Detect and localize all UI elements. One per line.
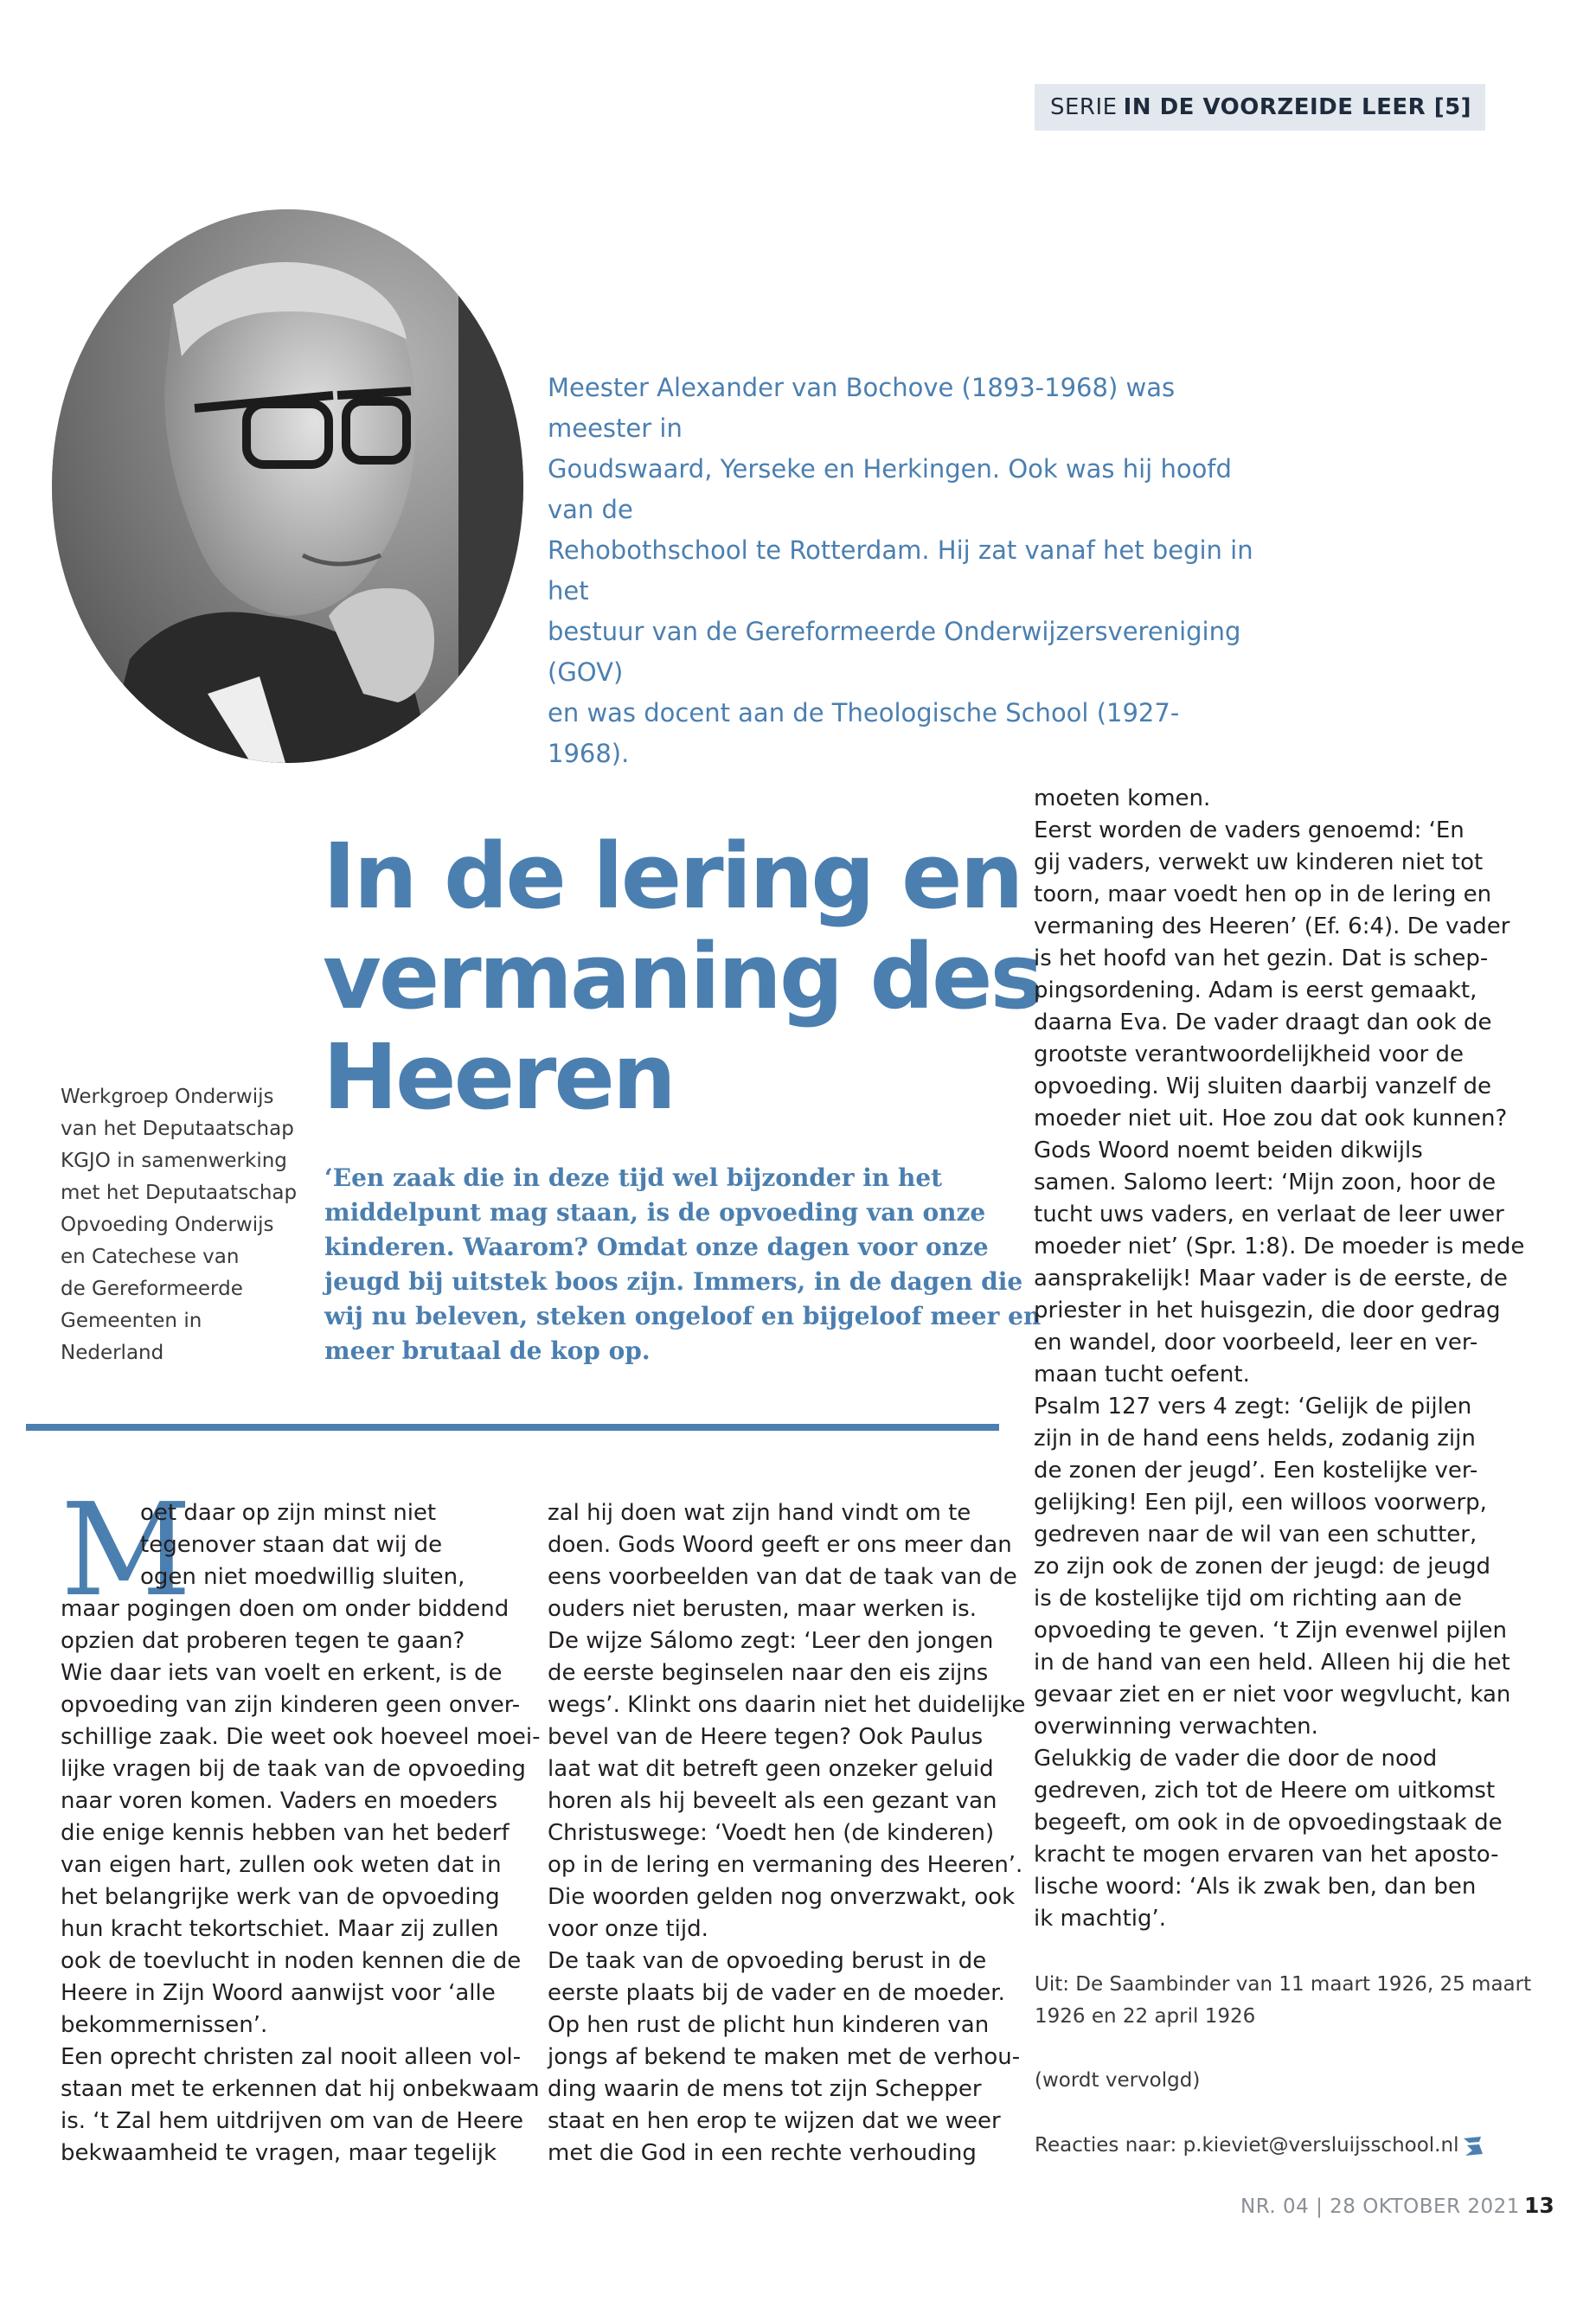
continued-note — [1035, 2065, 1200, 2097]
body-line: jongs af bekend te maken met de verhou- — [548, 2044, 1021, 2070]
body-line: oet daar op zijn minst niet — [140, 1500, 437, 1526]
body-line: daarna Eva. De vader draagt dan ook de — [1034, 1009, 1492, 1035]
portrait-illustration — [52, 209, 523, 763]
body-line: Eerst worden de vaders genoemd: ‘En — [1034, 817, 1465, 843]
body-line: is. ‘t Zal hem uitdrijven om van de Heere — [61, 2108, 523, 2134]
body-line: ik machtig’. — [1034, 1906, 1167, 1932]
author-intro — [548, 368, 1257, 774]
headline-line: vermaning des — [323, 924, 1042, 1029]
body-line: de eerste beginselen naar den eis zijns — [548, 1660, 989, 1686]
lead-line: ‘Een zaak die in deze tijd wel bijzonder in het — [324, 1163, 943, 1192]
body-line: Gelukkig de vader die door de nood — [1034, 1746, 1438, 1772]
body-line: grootste verantwoordelijkheid voor de — [1034, 1042, 1464, 1067]
body-line: Die woorden gelden nog onverzwakt, ook — [548, 1884, 1016, 1910]
body-line: Psalm 127 vers 4 zegt: ‘Gelijk de pijlen — [1034, 1394, 1472, 1420]
credit-line: KGJO in samenwerking — [61, 1150, 287, 1172]
series-banner — [1035, 84, 1485, 131]
body-line: doen. Gods Woord geeft er ons meer dan — [548, 1532, 1012, 1558]
body-line: zo zijn ook de zonen der jeugd: de jeugd — [1034, 1554, 1490, 1580]
credit-line: en Catechese van — [61, 1246, 240, 1268]
credit-line: met het Deputaatschap — [61, 1182, 298, 1204]
body-line: gelijking! Een pijl, een willoos voorwerp, — [1034, 1490, 1487, 1516]
portrait-photo — [52, 209, 523, 763]
body-line: horen als hij beveelt als een gezant van — [548, 1788, 997, 1814]
body-line: ding waarin de mens tot zijn Schepper — [548, 2076, 982, 2102]
body-line: tucht uws vaders, en verlaat de leer uwer — [1034, 1202, 1504, 1227]
body-line: opvoeding te geven. ‘t Zijn evenwel pijlen — [1034, 1618, 1508, 1644]
body-line: laat wat dit betreft geen onzeker geluid — [548, 1756, 994, 1782]
source-line: Uit: De Saambinder van 11 maart 1926, 25 maart — [1035, 1973, 1532, 1996]
body-line: Heere in Zijn Woord aanwijst voor ‘alle — [61, 1980, 496, 2006]
intro-line: Meester Alexander van Bochove (1893-1968) was meester in — [548, 373, 1176, 443]
credit-line: Gemeenten in — [61, 1310, 202, 1332]
page-number: 13 — [1524, 2193, 1554, 2218]
headline-line: In de lering en — [323, 824, 1022, 929]
body-line: De wijze Sálomo zegt: ‘Leer den jongen — [548, 1628, 994, 1654]
body-line: hun kracht tekortschiet. Maar zij zullen — [61, 1916, 499, 1942]
body-line: lijke vragen bij de taak van de opvoeding — [61, 1756, 526, 1782]
body-line: vermaning des Heeren’ (Ef. 6:4). De vader — [1034, 913, 1510, 939]
body-line: opvoeding. Wij sluiten daarbij vanzelf de — [1034, 1074, 1492, 1099]
body-line: Een oprecht christen zal nooit alleen vol- — [61, 2044, 522, 2070]
drop-cap: M — [61, 1476, 192, 1625]
continued-text: (wordt vervolgd) — [1035, 2069, 1201, 2092]
body-line: staat en hen erop te wijzen dat we weer — [548, 2108, 1001, 2134]
credit-line: Opvoeding Onderwijs — [61, 1214, 274, 1236]
series-label: SERIE — [1050, 94, 1118, 120]
body-line: Wie daar iets van voelt en erkent, is de — [61, 1660, 503, 1686]
body-line: toorn, maar voedt hen op in de lering en — [1034, 881, 1492, 907]
headline-line: Heeren — [323, 1024, 674, 1130]
credit-line: van het Deputaatschap — [61, 1118, 294, 1140]
body-line: samen. Salomo leert: ‘Mijn zoon, hoor de — [1034, 1170, 1497, 1195]
credit-line: Werkgroep Onderwijs — [61, 1086, 274, 1108]
body-line: op in de lering en vermaning des Heeren’. — [548, 1852, 1023, 1878]
body-line: Op hen rust de plicht hun kinderen van — [548, 2012, 990, 2038]
body-line: De taak van de opvoeding berust in de — [548, 1948, 987, 1974]
body-line: priester in het huisgezin, die door gedrag — [1034, 1298, 1501, 1324]
reactions-text: Reacties naar: p.kieviet@versluijsschool.nl — [1035, 2134, 1459, 2157]
credit-line: Nederland — [61, 1342, 164, 1364]
body-line: kracht te mogen ervaren van het aposto- — [1034, 1842, 1499, 1868]
body-line: ouders niet berusten, maar werken is. — [548, 1596, 977, 1622]
body-line: opzien dat proberen tegen te gaan? — [61, 1628, 465, 1654]
body-line: Christuswege: ‘Voedt hen (de kinderen) — [548, 1820, 995, 1846]
lead-line: kinderen. Waarom? Omdat onze dagen voor onze — [324, 1233, 989, 1261]
issue-info: NR. 04 | 28 OKTOBER 2021 — [1240, 2195, 1520, 2218]
body-line: Gods Woord noemt beiden dikwijls — [1034, 1138, 1423, 1163]
body-column-2 — [548, 1497, 1026, 2170]
intro-line: Rehobothschool te Rotterdam. Hij zat vanaf het begin in het — [548, 535, 1253, 606]
body-line: gedreven naar de wil van een schutter, — [1034, 1522, 1477, 1548]
body-line: pingsordening. Adam is eerst gemaakt, — [1034, 977, 1477, 1003]
lead-line: wij nu beleven, steken ongeloof en bijgeloof meer en — [324, 1302, 1042, 1330]
section-divider — [26, 1424, 999, 1431]
article-headline — [323, 824, 1042, 1130]
lead-line: jeugd bij uitstek boos zijn. Immers, in de dagen die — [324, 1267, 1023, 1296]
body-line: maan tucht oefent. — [1034, 1362, 1250, 1388]
body-line: staan met te erkennen dat hij onbekwaam — [61, 2076, 540, 2102]
body-line: van eigen hart, zullen ook weten dat in — [61, 1852, 502, 1878]
body-line: zijn in de hand eens helds, zodanig zijn — [1034, 1426, 1476, 1452]
source-note — [1035, 1969, 1531, 2033]
lead-line: meer brutaal de kop op. — [324, 1336, 651, 1365]
body-line: overwinning verwachten. — [1034, 1714, 1318, 1740]
body-line: eerste plaats bij de vader en de moeder. — [548, 1980, 1005, 2006]
brand-logo-icon — [1462, 2135, 1484, 2157]
body-line: zal hij doen wat zijn hand vindt om te — [548, 1500, 971, 1526]
body-line: met die God in een rechte verhouding — [548, 2140, 977, 2166]
body-line: is het hoofd van het gezin. Dat is schep- — [1034, 945, 1489, 971]
body-line: gij vaders, verwekt uw kinderen niet tot — [1034, 849, 1484, 875]
body-line: ogen niet moedwillig sluiten, — [140, 1564, 465, 1590]
lead-quote — [324, 1161, 1042, 1368]
body-line: moeten komen. — [1034, 785, 1211, 811]
reactions-note — [1035, 2130, 1458, 2162]
body-line: de zonen der jeugd’. Een kostelijke ver- — [1034, 1458, 1478, 1484]
body-line: bekwaamheid te vragen, maar tegelijk — [61, 2140, 497, 2166]
author-credit — [61, 1081, 298, 1369]
body-line: wegs’. Klinkt ons daarin niet het duidelijke — [548, 1692, 1026, 1718]
body-line: opvoeding van zijn kinderen geen onver- — [61, 1692, 521, 1718]
body-line: schillige zaak. Die weet ook hoeveel moei- — [61, 1724, 541, 1750]
body-line: in de hand van een held. Alleen hij die het — [1034, 1650, 1510, 1676]
body-line: lische woord: ‘Als ik zwak ben, dan ben — [1034, 1874, 1477, 1900]
body-line: begeeft, om ook in de opvoedingstaak de — [1034, 1810, 1503, 1836]
intro-line: bestuur van de Gereformeerde Onderwijzersvereniging (GOV) — [548, 617, 1241, 687]
body-line: maar pogingen doen om onder biddend — [61, 1596, 510, 1622]
intro-line: Goudswaard, Yerseke en Herkingen. Ook was hij hoofd van de — [548, 454, 1232, 524]
body-line: bevel van de Heere tegen? Ook Paulus — [548, 1724, 984, 1750]
body-line: voor onze tijd. — [548, 1916, 708, 1942]
body-line: aansprakelijk! Maar vader is de eerste, de — [1034, 1266, 1508, 1292]
body-column-1 — [61, 1497, 541, 2170]
credit-line: de Gereformeerde — [61, 1278, 243, 1300]
body-line: tegenover staan dat wij de — [140, 1532, 443, 1558]
body-line: moeder niet’ (Spr. 1:8). De moeder is mede — [1034, 1234, 1525, 1259]
body-line: die enige kennis hebben van het bederf — [61, 1820, 510, 1846]
body-line: het belangrijke werk van de opvoeding — [61, 1884, 500, 1910]
body-line: eens voorbeelden van dat de taak van de — [548, 1564, 1017, 1590]
body-line: moeder niet uit. Hoe zou dat ook kunnen? — [1034, 1106, 1508, 1131]
lead-line: middelpunt mag staan, is de opvoeding van onze — [324, 1198, 986, 1227]
body-line: gevaar ziet en er niet voor wegvlucht, kan — [1034, 1682, 1511, 1708]
series-title: IN DE VOORZEIDE LEER [5] — [1123, 94, 1472, 120]
body-column-3 — [1034, 783, 1525, 1935]
body-line: en wandel, door voorbeeld, leer en ver- — [1034, 1330, 1478, 1356]
source-line: 1926 en 22 april 1926 — [1035, 2005, 1256, 2028]
body-line: is de kostelijke tijd om richting aan de — [1034, 1586, 1463, 1612]
body-line: naar voren komen. Vaders en moeders — [61, 1788, 498, 1814]
intro-line: en was docent aan de Theologische School (1927-1968). — [548, 698, 1180, 768]
body-line: gedreven, zich tot de Heere om uitkomst — [1034, 1778, 1496, 1804]
body-line: ook de toevlucht in noden kennen die de — [61, 1948, 522, 1974]
body-line: bekommernissen’. — [61, 2012, 268, 2038]
